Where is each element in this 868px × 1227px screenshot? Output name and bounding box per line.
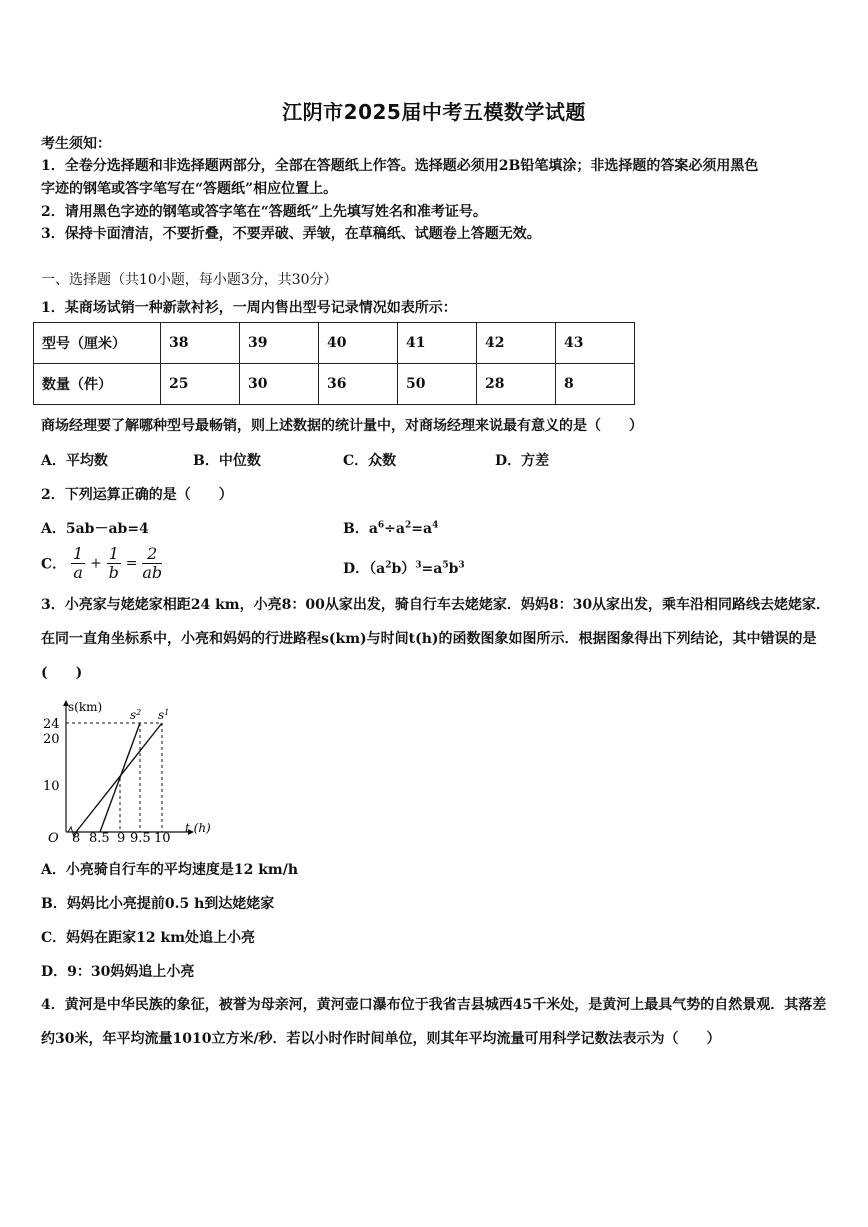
table-cell: 43 — [556, 323, 635, 364]
x-tick-label: 8 — [72, 831, 81, 846]
line-s1 — [76, 723, 162, 832]
exponent: 2 — [385, 560, 392, 571]
table-cell: 30 — [240, 364, 319, 405]
fraction — [71, 545, 85, 582]
s1-letter: s — [158, 708, 165, 722]
notice-item-3: 3．保持卡面清洁，不要折叠，不要弄破、弄皱，在草稿纸、试题卷上答题无效。 — [41, 226, 541, 242]
x-tick-label: 9 — [117, 831, 126, 846]
table-cell: 39 — [240, 323, 319, 364]
q2-option-c-label: C． — [41, 556, 67, 573]
q1-stem: 1．某商场试销一种新款衬衫，一周内售出型号记录情况如表所示： — [41, 300, 457, 316]
notice-item-1-cont: 字迹的钢笔或答字笔写在“答题纸”相应位置上。 — [41, 181, 338, 197]
notice-heading: 考生须知： — [41, 136, 111, 152]
equals-sign: = — [125, 555, 138, 572]
q2-option-b-text: B．a — [343, 521, 378, 537]
y-tick-label: 10 — [43, 779, 60, 794]
table-cell: 42 — [477, 323, 556, 364]
denominator: a — [73, 563, 83, 582]
y-tick-label: 20 — [43, 732, 60, 747]
table-cell: 8 — [556, 364, 635, 405]
q2-option-b[interactable] — [343, 518, 438, 538]
table-row — [34, 364, 635, 405]
q2-stem: 2．下列运算正确的是（ ） — [41, 487, 233, 503]
q2-option-d-text: D．（a — [343, 561, 386, 577]
fraction — [142, 545, 162, 582]
x-tick-label: 8.5 — [89, 831, 110, 846]
q2-option-b-text: =a — [411, 521, 433, 537]
denominator: ab — [142, 563, 163, 582]
table-cell: 50 — [398, 364, 477, 405]
q2-option-d-text: =a — [421, 561, 443, 577]
table-row — [34, 323, 635, 364]
y-tick-label: 24 — [43, 717, 60, 732]
exponent: 5 — [442, 560, 449, 571]
q3-graph — [38, 698, 228, 848]
q1-option-a[interactable]: A．平均数 — [41, 453, 108, 469]
s2-subscript: 2 — [136, 708, 142, 717]
page-title: 江阴市2025届中考五模数学试题 — [282, 100, 586, 124]
q1-table — [33, 322, 635, 405]
notice-item-2: 2．请用黑色字迹的钢笔或答字笔在“答题纸”上先填写姓名和准考证号。 — [41, 204, 487, 220]
q2-option-a[interactable]: A．5ab－ab=4 — [41, 521, 149, 537]
q3-option-c[interactable]: C．妈妈在距家12 km处追上小亮 — [41, 930, 256, 946]
section-heading: 一、选择题（共10小题，每小题3分，共30分） — [41, 272, 338, 288]
s1-label — [158, 708, 169, 722]
q3-option-a[interactable]: A．小亮骑自行车的平均速度是12 km/h — [41, 862, 299, 878]
x-axis-label: t (h) — [185, 821, 211, 835]
s2-label — [130, 708, 141, 722]
x-tick-label: 10 — [154, 831, 171, 846]
q2-option-d[interactable] — [343, 558, 465, 578]
origin-label: O — [48, 831, 59, 846]
s1-subscript: 1 — [164, 708, 170, 717]
s2-letter: s — [130, 708, 137, 722]
fraction — [107, 545, 121, 582]
exponent: 2 — [404, 520, 412, 531]
y-axis-label: s(km) — [68, 700, 103, 714]
q3-option-d[interactable]: D．9：30妈妈追上小亮 — [41, 964, 195, 980]
q2-option-d-text: b — [448, 561, 459, 577]
exponent: 3 — [458, 560, 465, 571]
q1-question: 商场经理要了解哪种型号最畅销，则上述数据的统计量中，对商场经理来说最有意义的是（ ） — [41, 418, 643, 434]
plus-sign: + — [90, 555, 102, 572]
notice-item-1: 1．全卷分选择题和非选择题两部分，全部在答题纸上作答。选择题必须用2B铅笔填涂；非选择题的答案必须用黑色 — [41, 158, 759, 174]
numerator: 1 — [73, 544, 84, 563]
q2-option-b-text: ÷a — [384, 521, 405, 537]
table-header-cell: 数量（件） — [34, 364, 161, 405]
q3-option-b[interactable]: B．妈妈比小亮提前0.5 h到达姥姥家 — [41, 896, 275, 912]
q1-option-b[interactable]: B．中位数 — [193, 453, 261, 469]
q4-stem: 4．黄河是中华民族的象征，被誉为母亲河，黄河壶口瀑布位于我省吉县城西45千米处，是黄河上最具气势的自然景观．其落差约30米，年平均流量1010立方米/秒．若以小时作时间单位，则其年平均流量可用科学记数法表示为（ ） — [41, 997, 827, 1047]
table-cell: 25 — [161, 364, 240, 405]
q2-option-c[interactable] — [41, 545, 162, 582]
table-cell: 28 — [477, 364, 556, 405]
denominator: b — [108, 563, 119, 582]
table-cell: 41 — [398, 323, 477, 364]
q1-option-c[interactable]: C．众数 — [343, 453, 397, 469]
table-cell: 40 — [319, 323, 398, 364]
table-cell: 38 — [161, 323, 240, 364]
q2-option-d-text: b） — [391, 561, 416, 577]
numerator: 2 — [142, 545, 162, 564]
exponent: 3 — [415, 560, 422, 571]
exponent: 4 — [432, 520, 439, 531]
q3-stem: 3．小亮家与姥姥家相距24 km，小亮8：00从家出发，骑自行车去姥姥家．妈妈8：30从家出发，乘车沿相同路线去姥姥家．在同一直角坐标系中，小亮和妈妈的行进路程s(km)与时间t(h)的函数图象如图所示．根据图象得出下列结论，其中错误的是( ) — [41, 597, 831, 681]
x-tick-label: 9.5 — [130, 831, 151, 846]
table-header-cell: 型号（厘米） — [34, 323, 161, 364]
q1-option-d[interactable]: D．方差 — [495, 453, 550, 469]
exponent: 6 — [377, 520, 385, 531]
numerator: 1 — [108, 544, 119, 563]
table-cell: 36 — [319, 364, 398, 405]
